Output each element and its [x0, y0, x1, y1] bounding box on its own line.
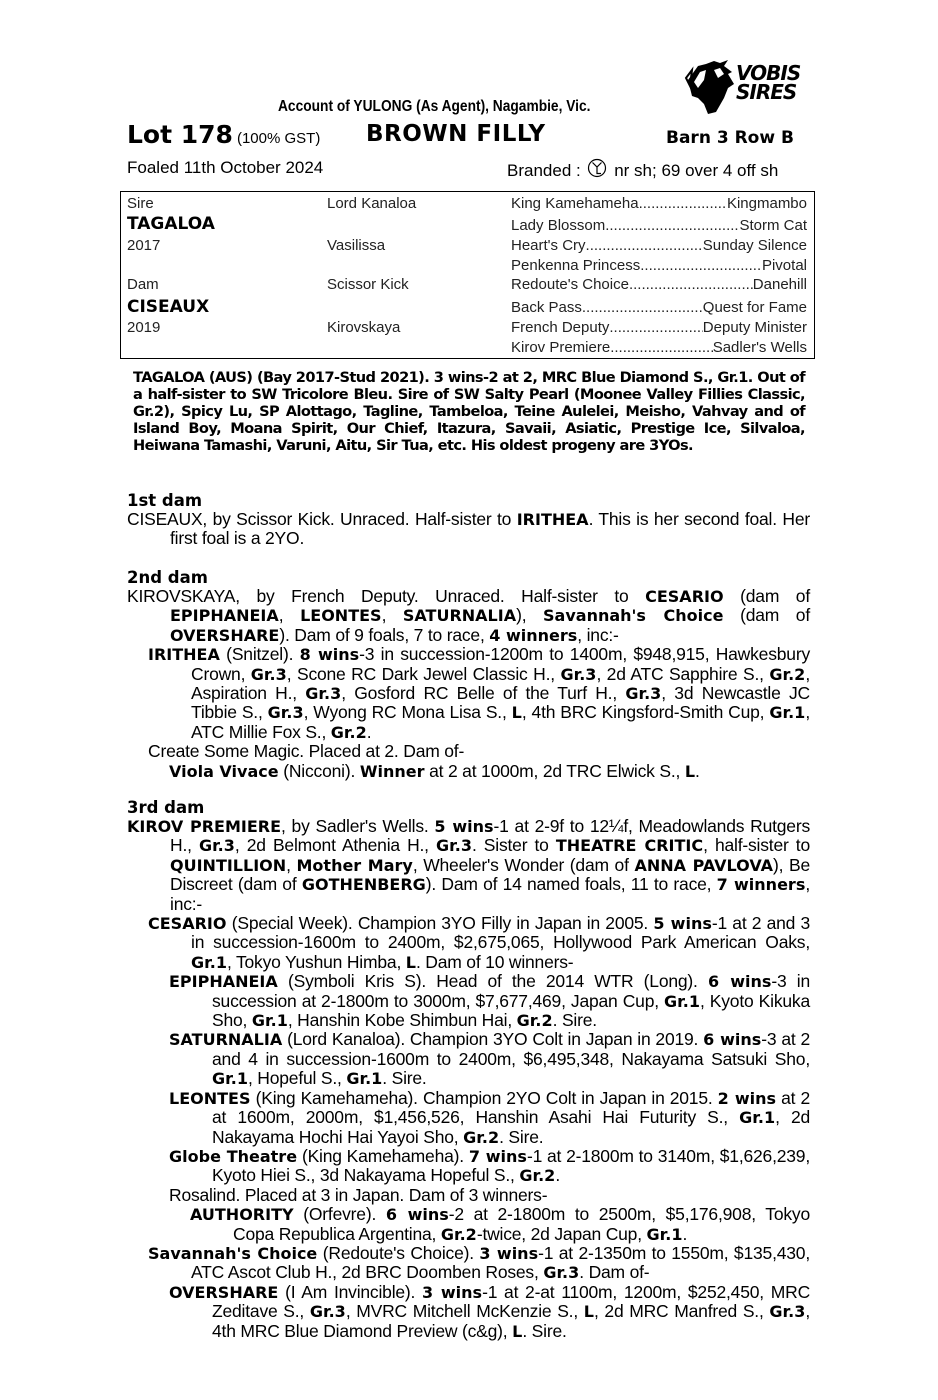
bold-highlight: Gr.3 — [436, 836, 472, 856]
bold-highlight: QUINTILLION — [170, 855, 287, 875]
great-grandsire: Storm Cat — [739, 217, 807, 234]
great-grandsire: Deputy Minister — [702, 319, 807, 336]
bold-highlight: 3 wins — [479, 1243, 539, 1263]
leader-dots — [609, 319, 702, 336]
bold-highlight: EPIPHANEIA — [169, 972, 278, 992]
bold-highlight: Gr.2 — [330, 722, 367, 742]
great-grandsire: Sunday Silence — [702, 237, 807, 254]
logo-line-2: SIRES — [736, 80, 797, 104]
dam-entry: KIROV PREMIERE, by Sadler's Wells. 5 wins-1 at 2-9f to 12¼f, Meadowlands Rutgers H., Gr.3, 2d Belmont Athenia H., Gr.3. Sister to THEATRE CRITIC, half-sister to QUINTILLION, Mother Mary, Wheeler's Wonder (dam of ANNA PAVLOVA), Be Discreet (dam of GOTHENBERG). Dam of 14 named foals, 11 to race, 7 winners, inc:- — [127, 816, 811, 914]
section-heading: 2nd dam — [127, 568, 208, 587]
leader-dots — [605, 217, 739, 234]
pedigree-table — [120, 191, 815, 359]
bold-highlight: 7 winners — [716, 875, 806, 895]
bold-highlight: 5 wins — [434, 817, 494, 836]
bold-highlight: Gr.2 — [516, 1011, 553, 1031]
bold-highlight: THEATRE CRITIC — [555, 836, 704, 856]
grandparent-name: Back Pass — [511, 299, 582, 316]
bold-highlight: Gr.3 — [267, 703, 304, 723]
horse-jockey-icon — [684, 58, 738, 116]
vobis-sires-logo — [684, 58, 824, 116]
bold-highlight: SATURNALIA — [402, 606, 517, 626]
bold-highlight: L — [583, 1302, 594, 1322]
bold-highlight: Gr.1 — [646, 1224, 683, 1244]
bold-highlight: 8 wins — [299, 645, 360, 665]
bold-highlight: 2 wins — [717, 1088, 777, 1108]
bold-highlight: Gr.3 — [198, 836, 235, 856]
bold-highlight: 4 winners — [489, 625, 578, 645]
dam-entry: CISEAUX, by Scissor Kick. Unraced. Half-sister to IRITHEA. This is her second foal. Her first foal is a 2YO. — [127, 509, 810, 549]
bold-highlight: Gr.2 — [463, 1127, 500, 1147]
dam-label: Dam — [127, 276, 159, 293]
dam-entry: SATURNALIA (Lord Kanaloa). Champion 3YO Colt in Japan in 2019. 6 wins-3 at 2 and 4 in succession-1600m to 2400m, $6,495,348, Nakayama Satsuki Sho, Gr.1, Hopeful S., Gr.1. Sire. — [169, 1029, 810, 1089]
bold-highlight: Gr.1 — [769, 703, 806, 723]
sire-sire: Lord Kanaloa — [327, 195, 417, 212]
bold-highlight: Globe Theatre — [169, 1146, 298, 1166]
bold-highlight: Gr.1 — [212, 1069, 248, 1089]
bold-highlight: 5 wins — [653, 914, 712, 934]
bold-highlight: Gr.3 — [309, 1302, 346, 1322]
bold-highlight: L — [511, 703, 522, 723]
bold-highlight: Gr.1 — [251, 1011, 288, 1031]
branded-info — [507, 158, 778, 181]
bold-highlight: CESARIO — [148, 914, 227, 934]
dam-entry: EPIPHANEIA (Symboli Kris S). Head of the 2014 WTR (Long). 6 wins-3 in succession at 2-1800m to 3000m, $7,677,469, Japan Cup, Gr.1, Kyoto Kikuka Sho, Gr.1, Hanshin Kobe Shimbun Hai, Gr.2. Sire. — [169, 971, 811, 1031]
grandparent-name: Kirov Premiere — [511, 339, 611, 356]
grandparent-name: Redoute's Choice — [511, 276, 629, 293]
bold-highlight: CESARIO — [645, 587, 724, 606]
sire-year: 2017 — [127, 237, 161, 254]
grandparent-name: Penkenna Princess — [511, 257, 641, 274]
leader-dots — [582, 299, 703, 316]
bold-highlight: Gr.1 — [346, 1069, 383, 1089]
bold-highlight: Winner — [359, 761, 425, 781]
great-grandsire: Danehill — [752, 276, 807, 293]
great-grandsire: Pivotal — [761, 257, 807, 274]
logo-text — [736, 61, 801, 104]
bold-highlight: Gr.2 — [440, 1224, 477, 1244]
dam-name: CISEAUX — [127, 297, 210, 317]
grandparent-name: Heart's Cry — [511, 237, 586, 254]
page-title: BROWN FILLY — [366, 121, 546, 147]
bold-highlight: LEONTES — [300, 606, 382, 626]
grandparent-row — [511, 217, 807, 234]
bold-highlight: 6 wins — [703, 1030, 762, 1050]
bold-highlight: Gr.3 — [543, 1263, 580, 1283]
bold-highlight: 7 wins — [468, 1146, 527, 1166]
bold-highlight: 6 wins — [707, 972, 772, 992]
dam-entries — [127, 587, 810, 781]
section-heading: 3rd dam — [127, 798, 205, 817]
bold-highlight: L — [405, 952, 416, 972]
second-dam-section — [127, 568, 810, 781]
dam-entry: LEONTES (King Kamehameha). Champion 2YO Colt in Japan in 2015. 2 wins at 2 at 1600m, 2000m, $1,456,526, Hanshin Asahi Hai Futurity S., Gr.1, 2d Nakayama Hochi Hai Yayoi Sho, Gr.2. Sire. — [169, 1087, 811, 1147]
lot-number — [127, 120, 320, 149]
sire-summary: TAGALOA (AUS) (Bay 2017-Stud 2021). 3 wins-2 at 2, MRC Blue Diamond S., Gr.1. Out of a half-sister to SW Tricolore Bleu. Sire of SW Salty Pearl (Moonee Valley Fillies Classic, Gr.2), Spicy Lu, SP Alottago, Tagline, Tambeloa, Teine Aulelei, Meisho, Vahvay and of Island Boy, Moana Spirit, Our Chief, Itazura, Savaii, Asiatic, Prestige Ice, Silvaloa, Heiwana Tamashi, Varuni, Aitu, Sir Tua, etc. His oldest progeny are 3YOs. — [133, 369, 805, 454]
third-dam-section — [127, 798, 810, 1341]
bold-highlight: Viola Vivace — [169, 761, 279, 781]
branded-detail: nr sh; 69 over 4 off sh — [614, 161, 779, 180]
lot-label: Lot 178 — [127, 120, 233, 149]
great-grandsire: Kingmambo — [726, 195, 807, 212]
bold-highlight: SATURNALIA — [169, 1030, 283, 1050]
leader-dots — [586, 237, 703, 254]
grandparent-row — [511, 319, 807, 336]
bold-highlight: Gr.1 — [664, 991, 700, 1011]
dam-sire: Scissor Kick — [327, 276, 409, 293]
bold-highlight: Gr.1 — [739, 1108, 776, 1128]
bold-highlight: IRITHEA — [148, 645, 220, 665]
sire-name: TAGALOA — [127, 214, 215, 234]
bold-highlight: Gr.3 — [769, 1302, 806, 1322]
dam-dam: Kirovskaya — [327, 319, 401, 336]
dam-entry: Globe Theatre (King Kamehameha). 7 wins-1 at 2-1800m to 3140m, $1,626,239, Kyoto Hiei S., 3d Nakayama Hopeful S., Gr.2. — [169, 1145, 811, 1186]
bold-highlight: L — [684, 761, 696, 781]
bold-highlight: LEONTES — [169, 1088, 251, 1108]
leader-dots — [640, 257, 762, 274]
leader-dots — [610, 339, 713, 356]
great-grandsire: Sadler's Wells — [712, 339, 807, 356]
section-heading: 1st dam — [127, 491, 203, 510]
dam-entry: OVERSHARE (I Am Invincible). 3 wins-1 at 2-at 1100m, 1200m, $252,450, MRC Zeditave S., Gr.3, MVRC Mitchell McKenzie S., L, 2d MRC Manfred S., Gr.3, 4th MRC Blue Diamond Preview (c&g), L. Sire. — [169, 1281, 811, 1341]
grandparent-row — [511, 276, 807, 293]
bold-highlight: AUTHORITY — [190, 1205, 294, 1225]
great-grandsire: Quest for Fame — [702, 299, 807, 316]
dam-entries — [127, 817, 810, 1341]
grandparent-name: King Kamehameha — [511, 195, 639, 212]
dam-entry: IRITHEA (Snitzel). 8 wins-3 in succession-1200m to 1400m, $948,915, Hawkesbury Crown, Gr.3, Scone RC Dark Jewel Classic H., Gr.3, 2d ATC Sapphire S., Gr.2, Aspiration H., Gr.3, Gosford RC Belle of the Turf H., Gr.3, 3d Newcastle JC Tibbie S., Gr.3, Wyong RC Mona Lisa S., L, 4th BRC Kingsford-Smith Cup, Gr.1, ATC Millie Fox S., Gr.2. — [148, 644, 810, 742]
bold-highlight: Mother Mary — [296, 855, 413, 875]
bold-highlight: Gr.3 — [305, 684, 342, 704]
leader-dots — [629, 276, 753, 293]
dam-entry: AUTHORITY (Orfevre). 6 wins-2 at 2-1800m to 2500m, $5,176,908, Tokyo Copa Republica Argentina, Gr.2-twice, 2d Japan Cup, Gr.1. — [190, 1204, 810, 1244]
brand-circle-y-l-icon — [587, 158, 607, 178]
gst-note: (100% GST) — [236, 130, 321, 147]
logo-line-1: VOBIS — [736, 61, 801, 85]
grandparent-row — [511, 257, 807, 274]
grandparent-name: French Deputy — [511, 319, 610, 336]
leader-dots — [639, 195, 727, 212]
bold-highlight: ANNA PAVLOVA — [634, 855, 774, 875]
dam-entry: Rosalind. Placed at 3 in Japan. Dam of 3 winners- — [169, 1184, 548, 1205]
bold-highlight: Gr.1 — [191, 952, 227, 972]
bold-highlight: Gr.2 — [519, 1166, 556, 1186]
bold-highlight: IRITHEA — [516, 510, 589, 529]
bold-highlight: OVERSHARE — [169, 1282, 279, 1302]
bold-highlight: Savannah's Choice — [148, 1243, 318, 1263]
dam-entry: CESARIO (Special Week). Champion 3YO Filly in Japan in 2005. 5 wins-1 at 2 and 3 in succession-1600m to 2400m, $2,675,065, Hollywood Park American Oaks, Gr.1, Tokyo Yushun Himba, L. Dam of 10 winners- — [148, 913, 810, 972]
bold-highlight: 3 wins — [422, 1282, 483, 1302]
vendor-account: Account of YULONG (As Agent), Nagambie, Vic. — [278, 98, 591, 115]
grandparent-name: Lady Blossom — [511, 217, 606, 234]
bold-highlight: OVERSHARE — [170, 625, 280, 645]
dam-entry: KIROVSKAYA, by French Deputy. Unraced. Half-sister to CESARIO (dam of EPIPHANEIA, LEONTES, SATURNALIA), Savannah's Choice (dam of OVERSHARE). Dam of 9 foals, 7 to race, 4 winners, inc:- — [127, 586, 811, 645]
bold-highlight: L — [512, 1321, 523, 1341]
foaled-date: Foaled 11th October 2024 — [127, 158, 324, 177]
bold-highlight: Gr.2 — [769, 664, 806, 684]
grandparent-row — [511, 237, 807, 254]
sire-label: Sire — [127, 195, 154, 212]
dam-entry: Savannah's Choice (Redoute's Choice). 3 wins-1 at 2-1350m to 1550m, $135,430, ATC Ascot Club H., 2d BRC Doomben Roses, Gr.3. Dam of- — [148, 1242, 810, 1283]
grandparent-row — [511, 299, 807, 316]
first-dam-section — [127, 491, 810, 549]
bold-highlight: GOTHENBERG — [301, 875, 426, 895]
barn-location: Barn 3 Row B — [666, 128, 794, 148]
bold-highlight: KIROV PREMIERE — [127, 817, 282, 836]
bold-highlight: Savannah's Choice — [543, 606, 724, 626]
bold-highlight: Gr.3 — [560, 664, 597, 684]
dam-entry: Viola Vivace (Nicconi). Winner at 2 at 1000m, 2d TRC Elwick S., L. — [169, 760, 700, 781]
bold-highlight: 6 wins — [385, 1205, 449, 1225]
sire-dam: Vasilissa — [327, 237, 386, 254]
dam-entry: Create Some Magic. Placed at 2. Dam of- — [148, 741, 465, 762]
dam-year: 2019 — [127, 319, 161, 336]
grandparent-row — [511, 339, 807, 356]
bold-highlight: Gr.3 — [250, 664, 287, 684]
branded-label: Branded : — [507, 161, 581, 180]
bold-highlight: EPIPHANEIA — [170, 606, 279, 626]
grandparent-row — [511, 195, 807, 212]
bold-highlight: Gr.3 — [625, 684, 662, 704]
